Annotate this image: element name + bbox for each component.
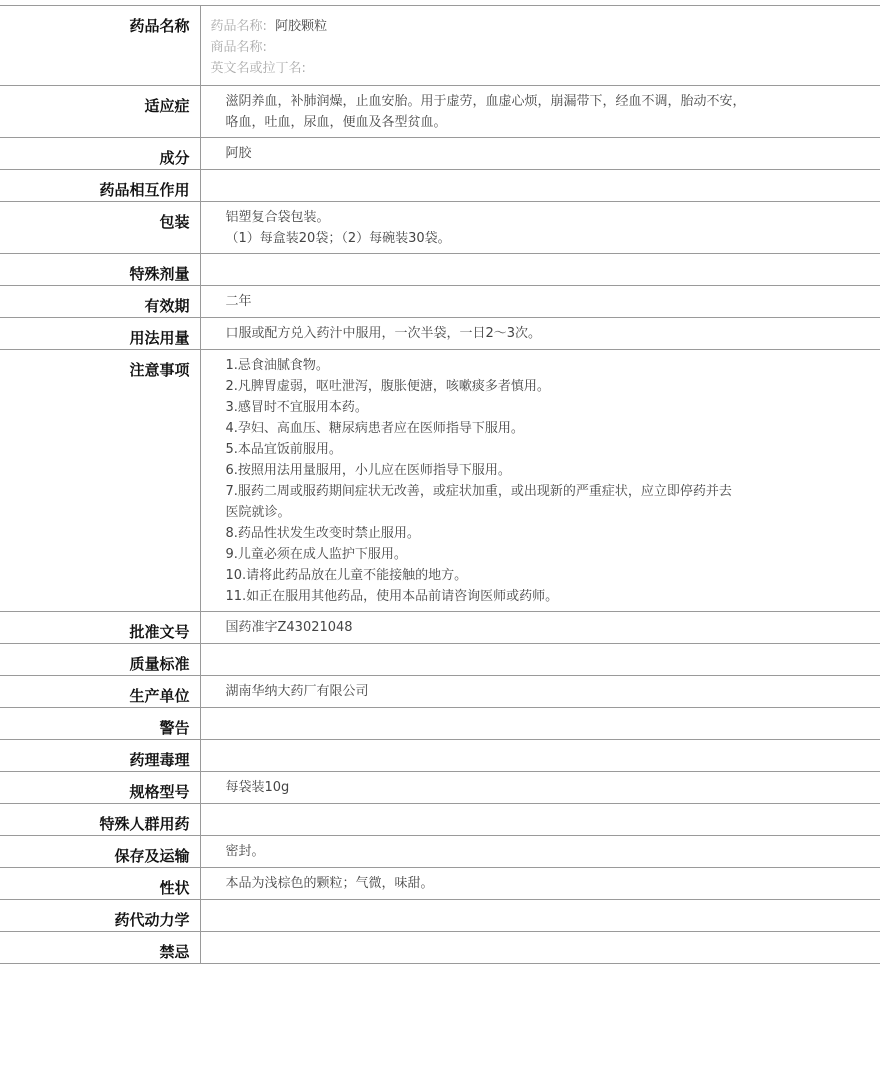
row-pharmacokinetics: [0, 900, 880, 932]
value-manufacturer: 湖南华纳大药厂有限公司: [200, 676, 880, 708]
label-warning: 警告: [0, 708, 200, 740]
precaution-item: 6.按照用法用量服用，小儿应在医师指导下服用。: [225, 463, 511, 478]
generic-name-value: 阿胶颗粒: [275, 19, 328, 34]
packaging-line: 铝塑复合袋包装。: [225, 210, 330, 225]
label-quality-standard: 质量标准: [0, 644, 200, 676]
label-indications: 适应症: [0, 86, 200, 138]
label-contraindications: 禁忌: [0, 932, 200, 964]
label-pharmacokinetics: 药代动力学: [0, 900, 200, 932]
english-name-key: 英文名或拉丁名:: [210, 61, 306, 76]
packaging-line: （1）每盒装20袋；（2）每碗装30袋。: [225, 231, 451, 246]
row-warning: [0, 708, 880, 740]
drug-spec-table: [0, 5, 880, 964]
precaution-item: 5.本品宜饭前服用。: [225, 442, 342, 457]
row-interactions: [0, 170, 880, 202]
value-precautions: [200, 350, 880, 612]
precaution-item: 2.凡脾胃虚弱，呕吐泄泻，腹胀便溏，咳嗽痰多者慎用。: [225, 379, 550, 394]
precaution-item: 医院就诊。: [225, 505, 291, 520]
indications-line: 滋阴养血，补肺润燥，止血安胎。用于虚劳，血虚心烦，崩漏带下，经血不调，胎动不安，: [225, 94, 746, 109]
generic-name-key: 药品名称:: [210, 19, 267, 34]
row-approval-number: [0, 612, 880, 644]
value-quality-standard: [200, 644, 880, 676]
label-manufacturer: 生产单位: [0, 676, 200, 708]
row-shelf-life: [0, 286, 880, 318]
label-shelf-life: 有效期: [0, 286, 200, 318]
precaution-item: 4.孕妇、高血压、糖尿病患者应在医师指导下服用。: [225, 421, 524, 436]
label-approval-number: 批准文号: [0, 612, 200, 644]
value-pharmacokinetics: [200, 900, 880, 932]
label-drug-name: 药品名称: [0, 6, 200, 86]
value-special-dosage: [200, 254, 880, 286]
value-approval-number: 国药准字Z43021048: [200, 612, 880, 644]
value-specification: 每袋装10g: [200, 772, 880, 804]
value-pharmacology: [200, 740, 880, 772]
precaution-item: 3.感冒时不宜服用本药。: [225, 400, 368, 415]
precaution-item: 1.忌食油腻食物。: [225, 358, 329, 373]
precaution-item: 10.请将此药品放在儿童不能接触的地方。: [225, 568, 468, 583]
label-interactions: 药品相互作用: [0, 170, 200, 202]
row-storage: [0, 836, 880, 868]
label-properties: 性状: [0, 868, 200, 900]
label-pharmacology: 药理毒理: [0, 740, 200, 772]
value-packaging: [200, 202, 880, 254]
row-specification: [0, 772, 880, 804]
label-special-dosage: 特殊剂量: [0, 254, 200, 286]
indications-line: 咯血，吐血，尿血，便血及各型贫血。: [225, 115, 447, 130]
label-special-population: 特殊人群用药: [0, 804, 200, 836]
row-properties: [0, 868, 880, 900]
english-name-line: [211, 58, 871, 79]
row-drug-name: [0, 6, 880, 86]
precaution-item: 7.服药二周或服药期间症状无改善，或症状加重，或出现新的严重症状，应立即停药并去: [225, 484, 732, 499]
value-ingredients: 阿胶: [200, 138, 880, 170]
value-contraindications: [200, 932, 880, 964]
precaution-item: 9.儿童必须在成人监护下服用。: [225, 547, 407, 562]
value-interactions: [200, 170, 880, 202]
value-special-population: [200, 804, 880, 836]
label-specification: 规格型号: [0, 772, 200, 804]
label-storage: 保存及运输: [0, 836, 200, 868]
trade-name-key: 商品名称:: [210, 40, 267, 55]
label-ingredients: 成分: [0, 138, 200, 170]
value-warning: [200, 708, 880, 740]
row-special-population: [0, 804, 880, 836]
row-indications: [0, 86, 880, 138]
row-pharmacology: [0, 740, 880, 772]
row-usage: [0, 318, 880, 350]
row-special-dosage: [0, 254, 880, 286]
value-shelf-life: 二年: [200, 286, 880, 318]
precaution-item: 8.药品性状发生改变时禁止服用。: [225, 526, 420, 541]
row-precautions: [0, 350, 880, 612]
value-storage: 密封。: [200, 836, 880, 868]
generic-name-line: [211, 16, 871, 37]
trade-name-line: [211, 37, 871, 58]
label-packaging: 包装: [0, 202, 200, 254]
value-indications: [200, 86, 880, 138]
value-usage: 口服或配方兑入药汁中服用，一次半袋，一日2～3次。: [200, 318, 880, 350]
label-usage: 用法用量: [0, 318, 200, 350]
row-manufacturer: [0, 676, 880, 708]
row-packaging: [0, 202, 880, 254]
row-quality-standard: [0, 644, 880, 676]
precaution-item: 11.如正在服用其他药品，使用本品前请咨询医师或药师。: [225, 589, 559, 604]
row-contraindications: [0, 932, 880, 964]
label-precautions: 注意事项: [0, 350, 200, 612]
value-drug-name: [200, 6, 880, 86]
row-ingredients: [0, 138, 880, 170]
value-properties: 本品为浅棕色的颗粒；气微，味甜。: [200, 868, 880, 900]
